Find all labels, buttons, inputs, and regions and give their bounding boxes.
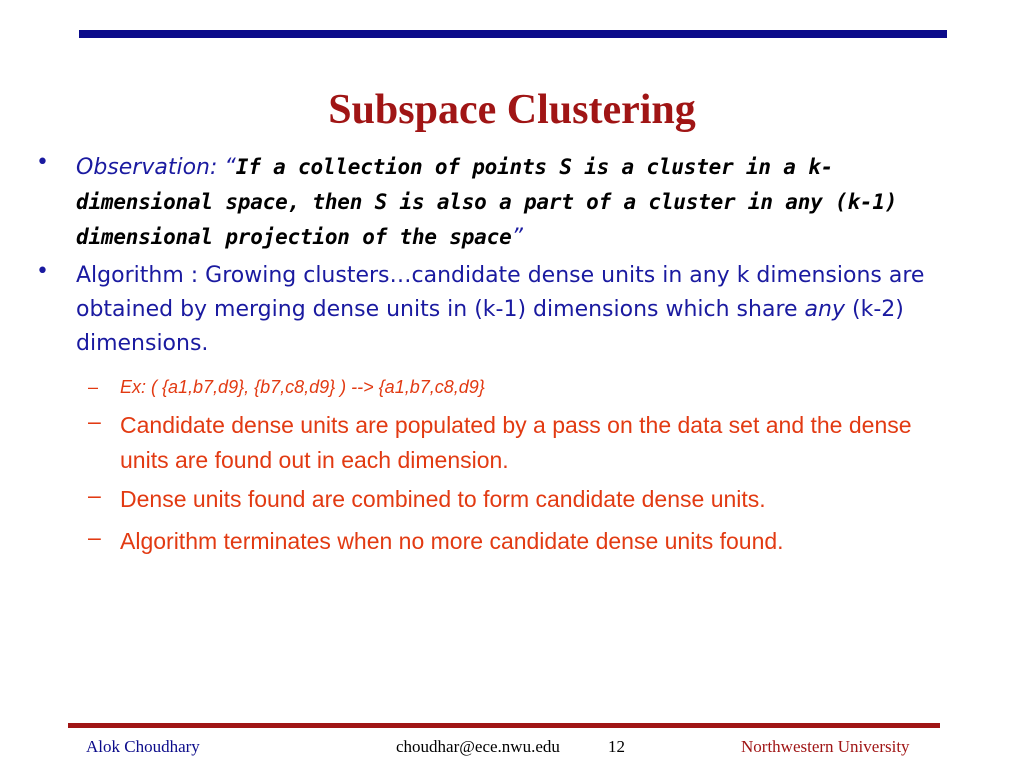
quote-close: ” [511, 225, 523, 250]
sub-bullet-marker: – [88, 482, 101, 508]
bullet-text [76, 150, 926, 255]
sub-bullet-marker: – [88, 524, 101, 550]
sub-bullet-text: Algorithm terminates when no more candidate dense units found. [120, 528, 784, 554]
footer-institution: Northwestern University [741, 737, 910, 756]
algorithm-text-italic: any [804, 297, 845, 322]
bullet-marker: • [36, 150, 49, 175]
observation-quote: If a collection of points S is a cluster in a k-dimensional space, then S is also a part of a cluster in any (k-1) dimensional projection of the space [76, 155, 898, 249]
footer-email: choudhar@ece.nwu.edu [396, 737, 560, 756]
bullet-text [76, 259, 926, 361]
quote-open: “ [224, 155, 236, 180]
bullet-marker: • [36, 259, 49, 284]
algorithm-text-after: (k-2) dimensions. [76, 297, 904, 356]
sub-bullet-text: Ex: ( {a1,b7,d9}, {b7,c8,d9} ) --> {a1,b7,c8,d9} [120, 377, 485, 397]
sub-bullet-text: Dense units found are combined to form candidate dense units. [120, 486, 766, 512]
bottom-divider [68, 723, 940, 728]
top-divider [79, 30, 947, 38]
observation-label: Observation: [76, 155, 218, 180]
sub-bullet-marker: – [88, 377, 99, 397]
slide-title: Subspace Clustering [328, 87, 696, 133]
sub-bullet-marker: – [88, 408, 101, 434]
footer-author: Alok Choudhary [86, 737, 200, 756]
sub-bullet-text: Candidate dense units are populated by a pass on the data set and the dense units are found out in each dimension. [120, 412, 912, 473]
footer-page-number: 12 [608, 737, 625, 756]
algorithm-text-before: Algorithm : Growing clusters…candidate dense units in any k dimensions are obtained by merging dense units in (k-1) dimensions which share [76, 263, 925, 322]
